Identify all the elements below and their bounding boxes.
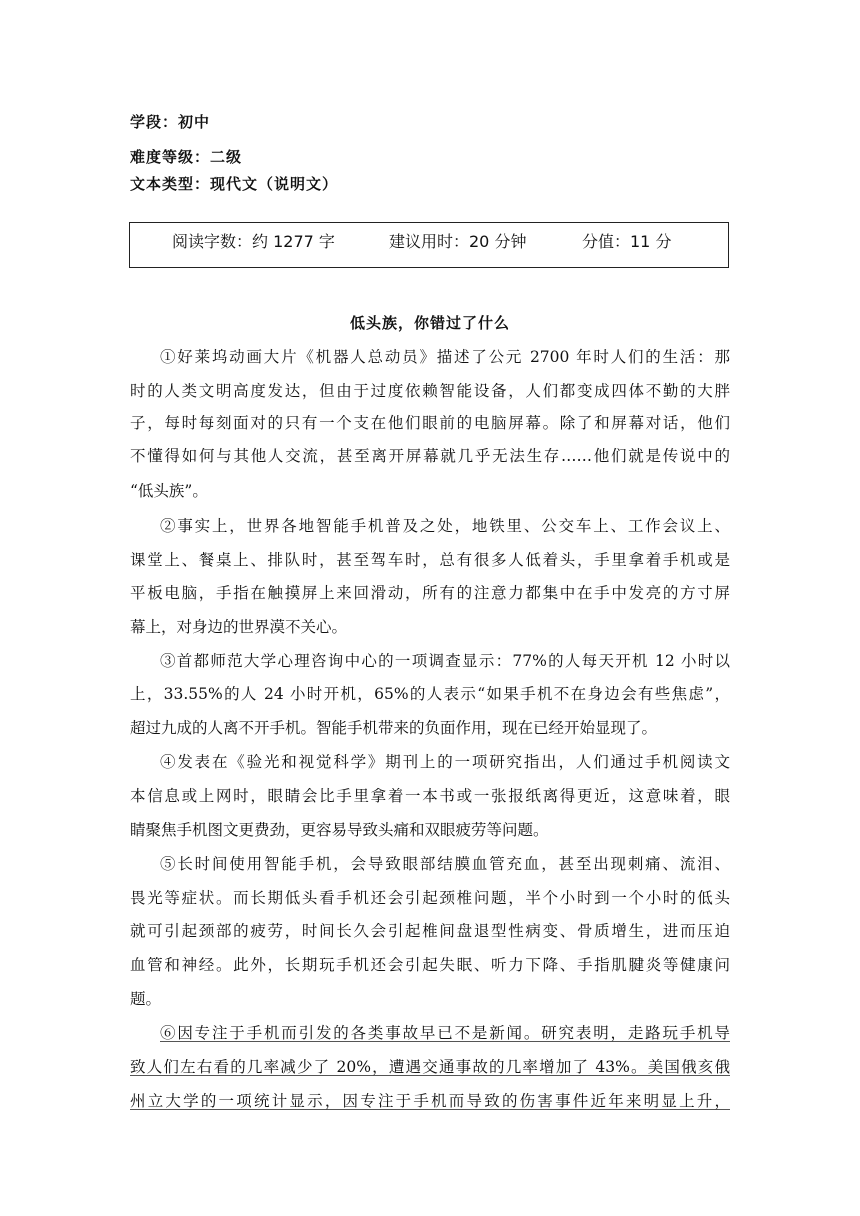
word-count-label: 阅读字数：约 1277 字 bbox=[172, 232, 335, 251]
article-line-underlined: ⑥因专注于手机而引发的各类事故早已不是新闻。研究表明，走路玩手机导 bbox=[160, 1024, 730, 1042]
article-line: ②事实上，世界各地智能手机普及之处，地铁里、公交车上、工作会议上、 bbox=[160, 517, 730, 535]
difficulty-label: 难度等级：二级 bbox=[130, 148, 243, 166]
article-line: 就可引起颈部的疲劳，时间长久会引起椎间盘退型性病变、骨质增生，进而压迫 bbox=[130, 922, 730, 940]
suggested-time-label: 建议用时：20 分钟 bbox=[389, 232, 527, 251]
article-title: 低头族，你错过了什么 bbox=[349, 314, 510, 332]
article-line: 本信息或上网时，眼睛会比手里拿着一本书或一张报纸离得更近，这意味着，眼 bbox=[130, 787, 730, 805]
article-line: 幕上，对身边的世界漠不关心。 bbox=[130, 618, 348, 636]
article-line: 超过九成的人离不开手机。智能手机带来的负面作用，现在已经开始显现了。 bbox=[130, 719, 658, 737]
article-line: ①好莱坞动画大片《机器人总动员》描述了公元 2700 年时人们的生活：那 bbox=[160, 348, 730, 366]
article-line: ④发表在《验光和视觉科学》期刊上的一项研究指出，人们通过手机阅读文 bbox=[160, 753, 730, 771]
school-stage-label: 学段：初中 bbox=[130, 113, 211, 131]
article-line: 子，每时每刻面对的只有一个支在他们眼前的电脑屏幕。除了和屏幕对话，他们 bbox=[130, 414, 730, 432]
text-type-label: 文本类型：现代文（说明文） bbox=[130, 175, 339, 193]
score-label: 分值：11 分 bbox=[582, 232, 672, 251]
article-line: ③首都师范大学心理咨询中心的一项调查显示：77%的人每天开机 12 小时以 bbox=[160, 652, 730, 670]
article-line: 不懂得如何与其他人交流，甚至离开屏幕就几乎无法生存……他们就是传说中的 bbox=[130, 447, 730, 465]
article-line: 上，33.55%的人 24 小时开机，65%的人表示“如果手机不在身边会有些焦虑”， bbox=[130, 685, 730, 703]
article-line: 畏光等症状。而长期低头看手机还会引起颈椎问题，半个小时到一个小时的低头 bbox=[130, 889, 730, 907]
article-line: “低头族”。 bbox=[130, 482, 208, 500]
article-line: 题。 bbox=[130, 990, 162, 1008]
article-line-underlined: 州立大学的一项统计显示，因专注于手机而导致的伤害事件近年来明显上升， bbox=[130, 1092, 730, 1110]
article-line-underlined: 致人们左右看的几率减少了 20%，遭遇交通事故的几率增加了 43%。美国俄亥俄 bbox=[130, 1058, 730, 1076]
article-line: ⑤长时间使用智能手机，会导致眼部结膜血管充血，甚至出现刺痛、流泪、 bbox=[160, 855, 730, 873]
article-line: 时的人类文明高度发达，但由于过度依赖智能设备，人们都变成四体不勤的大胖 bbox=[130, 382, 730, 400]
article-line: 课堂上、餐桌上、排队时，甚至驾车时，总有很多人低着头，手里拿着手机或是 bbox=[130, 551, 730, 569]
article-line: 睛聚焦手机图文更费劲，更容易导致头痛和双眼疲劳等问题。 bbox=[130, 821, 549, 839]
article-line: 血管和神经。此外，长期玩手机还会引起失眠、听力下降、手指肌腱炎等健康问 bbox=[130, 956, 730, 974]
reading-info-box bbox=[129, 222, 729, 268]
article-line: 平板电脑，手指在触摸屏上来回滑动，所有的注意力都集中在手中发亮的方寸屏 bbox=[130, 584, 730, 602]
